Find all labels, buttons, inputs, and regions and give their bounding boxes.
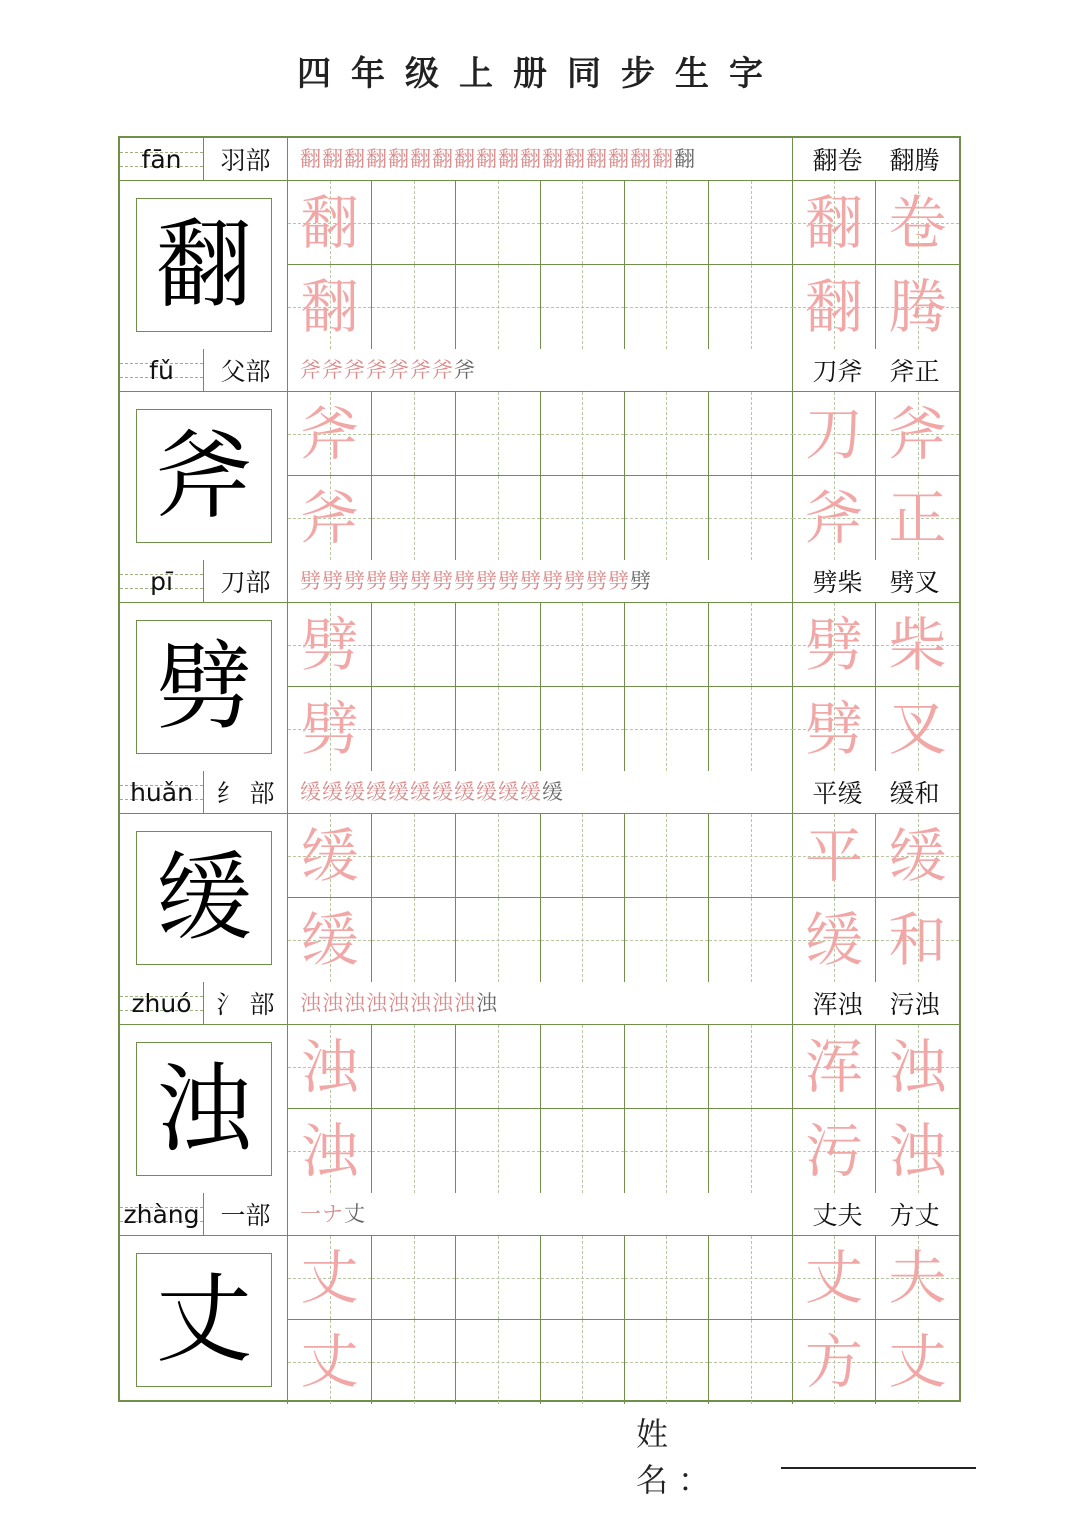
vocab-tracing-character: 平 xyxy=(804,821,863,890)
model-character-box xyxy=(136,1253,272,1387)
practice-grid xyxy=(288,1025,793,1193)
writing-cell[interactable] xyxy=(288,181,372,265)
vocab-words xyxy=(793,771,959,813)
stroke-step: 斧 xyxy=(322,357,343,382)
radical-label: 父部 xyxy=(204,349,288,391)
stroke-step: 缓 xyxy=(344,779,365,804)
character-header-row xyxy=(120,349,959,392)
model-character: 斧 xyxy=(156,420,252,532)
writing-cell[interactable] xyxy=(541,898,625,982)
vocab-writing-cell[interactable] xyxy=(876,181,959,265)
writing-cell[interactable] xyxy=(541,1109,625,1193)
character-header-row xyxy=(120,982,959,1025)
model-character-box xyxy=(136,831,272,965)
writing-cell[interactable] xyxy=(625,1025,709,1109)
writing-cell[interactable] xyxy=(456,1320,540,1404)
vocab-words xyxy=(793,349,959,391)
tracing-character: 斧 xyxy=(300,399,359,468)
vocab-tracing-grid xyxy=(793,392,959,560)
vocab-tracing-character: 方 xyxy=(804,1328,863,1396)
vocab-tracing-character: 劈 xyxy=(804,695,863,763)
vocab-word: 平缓 xyxy=(812,779,863,808)
writing-cell[interactable] xyxy=(456,1109,540,1193)
vocab-writing-cell[interactable] xyxy=(793,181,876,265)
writing-cell[interactable] xyxy=(372,687,456,771)
stroke-step: ナ xyxy=(322,1201,343,1226)
model-character: 劈 xyxy=(156,631,252,743)
vocab-tracing-character: 丈 xyxy=(804,1243,863,1312)
character-block xyxy=(120,138,959,349)
vocab-writing-cell[interactable] xyxy=(876,1109,959,1193)
vocab-writing-cell[interactable] xyxy=(793,1320,876,1404)
stroke-step: 劈 xyxy=(454,568,475,593)
stroke-step: 翻 xyxy=(586,146,607,171)
stroke-step: 浊 xyxy=(322,990,343,1015)
vocab-tracing-character: 翻 xyxy=(804,188,863,257)
vocab-word: 丈夫 xyxy=(812,1201,863,1230)
writing-cell[interactable] xyxy=(456,603,540,687)
practice-grid xyxy=(288,1236,793,1404)
vocab-words xyxy=(793,982,959,1024)
writing-cell[interactable] xyxy=(625,1320,709,1404)
stroke-step: 翻 xyxy=(608,146,629,171)
stroke-step: 浊 xyxy=(410,990,431,1015)
tracing-character: 缓 xyxy=(300,821,359,890)
stroke-step: 浊 xyxy=(344,990,365,1015)
tracing-character: 翻 xyxy=(300,188,359,257)
radical-label: 羽部 xyxy=(204,138,288,180)
tracing-character: 斧 xyxy=(300,484,359,552)
writing-cell[interactable] xyxy=(372,1236,456,1320)
stroke-step: 翻 xyxy=(322,146,343,171)
stroke-step: 劈 xyxy=(322,568,343,593)
vocab-tracing-grid xyxy=(793,181,959,349)
vocab-tracing-character: 刀 xyxy=(804,399,863,468)
stroke-step: 翻 xyxy=(410,146,431,171)
name-label: 姓 名： xyxy=(636,1415,721,1499)
stroke-step: 劈 xyxy=(630,568,651,593)
stroke-step: 缓 xyxy=(410,779,431,804)
vocab-word: 方丈 xyxy=(889,1201,940,1230)
stroke-step: 劈 xyxy=(410,568,431,593)
writing-cell[interactable] xyxy=(541,181,625,265)
stroke-order-strip xyxy=(288,138,793,180)
stroke-order-strip xyxy=(288,1193,793,1235)
model-character-cell xyxy=(120,814,288,982)
vocab-tracing-character: 和 xyxy=(888,906,947,974)
stroke-step: 翻 xyxy=(432,146,453,171)
character-block xyxy=(120,349,959,560)
vocab-tracing-grid xyxy=(793,814,959,982)
writing-cell[interactable] xyxy=(372,476,456,560)
writing-cell[interactable] xyxy=(541,814,625,898)
character-header-row xyxy=(120,560,959,603)
vocab-word: 翻腾 xyxy=(889,146,940,175)
writing-cell[interactable] xyxy=(288,814,372,898)
vocab-writing-cell[interactable] xyxy=(793,603,876,687)
writing-cell[interactable] xyxy=(625,392,709,476)
writing-cell[interactable] xyxy=(541,1025,625,1109)
stroke-step: 翻 xyxy=(366,146,387,171)
pinyin-cell xyxy=(120,349,204,391)
tracing-character: 劈 xyxy=(300,695,359,763)
writing-cell[interactable] xyxy=(709,814,793,898)
vocab-writing-cell[interactable] xyxy=(876,814,959,898)
model-character-cell xyxy=(120,603,288,771)
vocab-writing-cell[interactable] xyxy=(876,265,959,349)
vocab-tracing-character: 浊 xyxy=(888,1032,947,1101)
writing-cell[interactable] xyxy=(372,898,456,982)
stroke-step: 缓 xyxy=(366,779,387,804)
tracing-character: 翻 xyxy=(300,273,359,341)
vocab-writing-cell[interactable] xyxy=(876,392,959,476)
vocab-tracing-character: 卷 xyxy=(888,188,947,257)
stroke-step: 斧 xyxy=(432,357,453,382)
writing-cell[interactable] xyxy=(288,392,372,476)
model-character: 翻 xyxy=(156,209,252,321)
writing-cell[interactable] xyxy=(709,603,793,687)
stroke-step: 缓 xyxy=(300,779,321,804)
writing-cell[interactable] xyxy=(288,603,372,687)
stroke-step: 翻 xyxy=(652,146,673,171)
practice-grid xyxy=(288,603,793,771)
stroke-step: 劈 xyxy=(498,568,519,593)
vocab-tracing-character: 浑 xyxy=(804,1032,863,1101)
tracing-character: 丈 xyxy=(300,1243,359,1312)
tracing-character: 缓 xyxy=(300,906,359,974)
writing-cell[interactable] xyxy=(372,603,456,687)
writing-cell[interactable] xyxy=(709,898,793,982)
writing-cell[interactable] xyxy=(372,181,456,265)
character-block xyxy=(120,771,959,982)
stroke-step: 翻 xyxy=(630,146,651,171)
character-header-row xyxy=(120,138,959,181)
vocab-tracing-character: 夫 xyxy=(888,1243,947,1312)
stroke-step: 丈 xyxy=(344,1201,365,1226)
stroke-step: 缓 xyxy=(542,779,563,804)
vocab-tracing-character: 劈 xyxy=(804,610,863,679)
stroke-step: 缓 xyxy=(498,779,519,804)
pinyin-text: zhuó xyxy=(131,988,192,1018)
pinyin-cell xyxy=(120,771,204,813)
writing-cell[interactable] xyxy=(456,1236,540,1320)
tracing-character: 浊 xyxy=(300,1117,359,1185)
vocab-word: 劈柴 xyxy=(812,568,863,597)
vocab-word: 污浊 xyxy=(889,990,940,1019)
vocab-tracing-character: 缓 xyxy=(804,906,863,974)
writing-cell[interactable] xyxy=(456,265,540,349)
radical-label: 纟 部 xyxy=(204,771,288,813)
vocab-tracing-character: 柴 xyxy=(888,610,947,679)
stroke-step: 浊 xyxy=(454,990,475,1015)
writing-cell[interactable] xyxy=(709,265,793,349)
writing-cell[interactable] xyxy=(288,476,372,560)
writing-cell[interactable] xyxy=(709,1025,793,1109)
stroke-order-strip xyxy=(288,771,793,813)
writing-cell[interactable] xyxy=(456,392,540,476)
pinyin-cell xyxy=(120,1193,204,1235)
stroke-step: 浊 xyxy=(432,990,453,1015)
vocab-writing-cell[interactable] xyxy=(876,898,959,982)
vocab-tracing-character: 缓 xyxy=(888,821,947,890)
pinyin-cell xyxy=(120,560,204,602)
stroke-step: 斧 xyxy=(344,357,365,382)
stroke-step: 劈 xyxy=(432,568,453,593)
writing-cell[interactable] xyxy=(372,814,456,898)
vocab-word: 劈叉 xyxy=(889,568,940,597)
vocab-tracing-grid xyxy=(793,1025,959,1193)
writing-cell[interactable] xyxy=(709,1109,793,1193)
stroke-step: 劈 xyxy=(520,568,541,593)
writing-cell[interactable] xyxy=(288,1109,372,1193)
writing-cell[interactable] xyxy=(456,1025,540,1109)
stroke-step: 斧 xyxy=(454,357,475,382)
writing-cell[interactable] xyxy=(372,1320,456,1404)
writing-cell[interactable] xyxy=(625,1236,709,1320)
model-character: 浊 xyxy=(156,1053,252,1165)
stroke-step: 一 xyxy=(300,1201,321,1226)
stroke-step: 浊 xyxy=(366,990,387,1015)
vocab-writing-cell[interactable] xyxy=(876,603,959,687)
vocab-writing-cell[interactable] xyxy=(876,1320,959,1404)
vocab-tracing-character: 斧 xyxy=(888,399,947,468)
writing-cell[interactable] xyxy=(709,181,793,265)
vocab-tracing-grid xyxy=(793,603,959,771)
model-character-cell xyxy=(120,392,288,560)
writing-cell[interactable] xyxy=(541,476,625,560)
stroke-step: 缓 xyxy=(322,779,343,804)
pinyin-text: fǔ xyxy=(149,355,174,385)
name-blank-line[interactable] xyxy=(781,1441,976,1469)
stroke-step: 翻 xyxy=(476,146,497,171)
vocab-writing-cell[interactable] xyxy=(876,687,959,771)
writing-cell[interactable] xyxy=(372,1109,456,1193)
writing-cell[interactable] xyxy=(372,265,456,349)
stroke-step: 翻 xyxy=(454,146,475,171)
writing-cell[interactable] xyxy=(288,687,372,771)
vocab-tracing-character: 腾 xyxy=(888,273,947,341)
writing-cell[interactable] xyxy=(456,814,540,898)
model-character-box xyxy=(136,409,272,543)
writing-cell[interactable] xyxy=(625,1109,709,1193)
pinyin-cell xyxy=(120,138,204,180)
stroke-order-strip xyxy=(288,560,793,602)
writing-cell[interactable] xyxy=(372,392,456,476)
stroke-step: 翻 xyxy=(674,146,695,171)
model-character-cell xyxy=(120,1236,288,1404)
stroke-step: 翻 xyxy=(542,146,563,171)
writing-cell[interactable] xyxy=(372,1025,456,1109)
stroke-step: 缓 xyxy=(454,779,475,804)
writing-cell[interactable] xyxy=(288,898,372,982)
writing-cell[interactable] xyxy=(541,265,625,349)
character-block xyxy=(120,982,959,1193)
character-header-row xyxy=(120,1193,959,1236)
vocab-tracing-character: 叉 xyxy=(888,695,947,763)
writing-cell[interactable] xyxy=(288,1236,372,1320)
writing-cell[interactable] xyxy=(625,814,709,898)
writing-cell[interactable] xyxy=(709,476,793,560)
vocab-words xyxy=(793,560,959,602)
writing-cell[interactable] xyxy=(541,1236,625,1320)
writing-cell[interactable] xyxy=(541,392,625,476)
character-block xyxy=(120,1193,959,1404)
model-character-box xyxy=(136,620,272,754)
character-block xyxy=(120,560,959,771)
vocab-words xyxy=(793,138,959,180)
vocab-tracing-character: 浊 xyxy=(888,1117,947,1185)
writing-cell[interactable] xyxy=(288,1320,372,1404)
character-header-row xyxy=(120,771,959,814)
pinyin-text: fān xyxy=(141,144,182,174)
writing-cell[interactable] xyxy=(709,1320,793,1404)
stroke-step: 缓 xyxy=(388,779,409,804)
writing-cell[interactable] xyxy=(288,1025,372,1109)
practice-sheet xyxy=(118,136,961,1402)
stroke-step: 翻 xyxy=(388,146,409,171)
stroke-step: 翻 xyxy=(344,146,365,171)
pinyin-text: zhàng xyxy=(123,1199,200,1229)
stroke-step: 劈 xyxy=(344,568,365,593)
radical-label: 一部 xyxy=(204,1193,288,1235)
writing-cell[interactable] xyxy=(541,603,625,687)
vocab-word: 缓和 xyxy=(889,779,940,808)
vocab-writing-cell[interactable] xyxy=(793,814,876,898)
page-title: 四年级上册同步生字 xyxy=(297,54,783,94)
vocab-writing-cell[interactable] xyxy=(793,392,876,476)
stroke-step: 浊 xyxy=(300,990,321,1015)
stroke-step: 斧 xyxy=(388,357,409,382)
pinyin-text: huǎn xyxy=(130,777,193,807)
writing-cell[interactable] xyxy=(456,181,540,265)
stroke-step: 翻 xyxy=(520,146,541,171)
name-field[interactable] xyxy=(636,1415,976,1499)
stroke-step: 缓 xyxy=(520,779,541,804)
stroke-step: 浊 xyxy=(388,990,409,1015)
vocab-tracing-character: 斧 xyxy=(804,484,863,552)
stroke-step: 翻 xyxy=(498,146,519,171)
vocab-tracing-character: 翻 xyxy=(804,273,863,341)
model-character-box xyxy=(136,198,272,332)
stroke-step: 翻 xyxy=(564,146,585,171)
stroke-step: 劈 xyxy=(564,568,585,593)
vocab-word: 浑浊 xyxy=(812,990,863,1019)
writing-cell[interactable] xyxy=(709,687,793,771)
practice-grid xyxy=(288,392,793,560)
radical-label: 刀部 xyxy=(204,560,288,602)
pinyin-text: pī xyxy=(150,566,173,596)
stroke-step: 缓 xyxy=(432,779,453,804)
vocab-writing-cell[interactable] xyxy=(793,687,876,771)
vocab-words xyxy=(793,1193,959,1235)
vocab-tracing-character: 丈 xyxy=(888,1328,947,1396)
vocab-tracing-character: 正 xyxy=(888,484,947,552)
stroke-step: 劈 xyxy=(608,568,629,593)
writing-cell[interactable] xyxy=(541,1320,625,1404)
writing-cell[interactable] xyxy=(625,476,709,560)
vocab-word: 斧正 xyxy=(889,357,940,386)
stroke-step: 斧 xyxy=(366,357,387,382)
tracing-character: 丈 xyxy=(300,1328,359,1396)
model-character-box xyxy=(136,1042,272,1176)
stroke-step: 斧 xyxy=(410,357,431,382)
writing-cell[interactable] xyxy=(288,265,372,349)
stroke-step: 斧 xyxy=(300,357,321,382)
practice-grid xyxy=(288,181,793,349)
writing-cell[interactable] xyxy=(456,476,540,560)
vocab-writing-cell[interactable] xyxy=(793,1109,876,1193)
vocab-writing-cell[interactable] xyxy=(793,476,876,560)
writing-cell[interactable] xyxy=(625,181,709,265)
writing-cell[interactable] xyxy=(709,392,793,476)
stroke-step: 劈 xyxy=(542,568,563,593)
vocab-writing-cell[interactable] xyxy=(793,1236,876,1320)
model-character-cell xyxy=(120,1025,288,1193)
stroke-step: 劈 xyxy=(366,568,387,593)
radical-label: 氵 部 xyxy=(204,982,288,1024)
stroke-step: 劈 xyxy=(476,568,497,593)
vocab-word: 刀斧 xyxy=(812,357,863,386)
writing-cell[interactable] xyxy=(625,687,709,771)
vocab-writing-cell[interactable] xyxy=(876,1236,959,1320)
writing-cell[interactable] xyxy=(625,603,709,687)
writing-cell[interactable] xyxy=(541,687,625,771)
practice-grid xyxy=(288,814,793,982)
vocab-writing-cell[interactable] xyxy=(793,898,876,982)
writing-cell[interactable] xyxy=(625,898,709,982)
stroke-step: 劈 xyxy=(586,568,607,593)
stroke-step: 翻 xyxy=(300,146,321,171)
stroke-step: 劈 xyxy=(388,568,409,593)
vocab-writing-cell[interactable] xyxy=(793,1025,876,1109)
tracing-character: 劈 xyxy=(300,610,359,679)
writing-cell[interactable] xyxy=(709,1236,793,1320)
model-character: 缓 xyxy=(156,842,252,954)
stroke-step: 缓 xyxy=(476,779,497,804)
vocab-writing-cell[interactable] xyxy=(876,1025,959,1109)
vocab-word: 翻卷 xyxy=(812,146,863,175)
model-character: 丈 xyxy=(156,1264,252,1376)
tracing-character: 浊 xyxy=(300,1032,359,1101)
vocab-tracing-character: 污 xyxy=(804,1117,863,1185)
writing-cell[interactable] xyxy=(456,687,540,771)
vocab-tracing-grid xyxy=(793,1236,959,1404)
stroke-order-strip xyxy=(288,982,793,1024)
stroke-step: 劈 xyxy=(300,568,321,593)
vocab-writing-cell[interactable] xyxy=(793,265,876,349)
vocab-writing-cell[interactable] xyxy=(876,476,959,560)
stroke-order-strip xyxy=(288,349,793,391)
model-character-cell xyxy=(120,181,288,349)
writing-cell[interactable] xyxy=(625,265,709,349)
stroke-step: 浊 xyxy=(476,990,497,1015)
writing-cell[interactable] xyxy=(456,898,540,982)
pinyin-cell xyxy=(120,982,204,1024)
